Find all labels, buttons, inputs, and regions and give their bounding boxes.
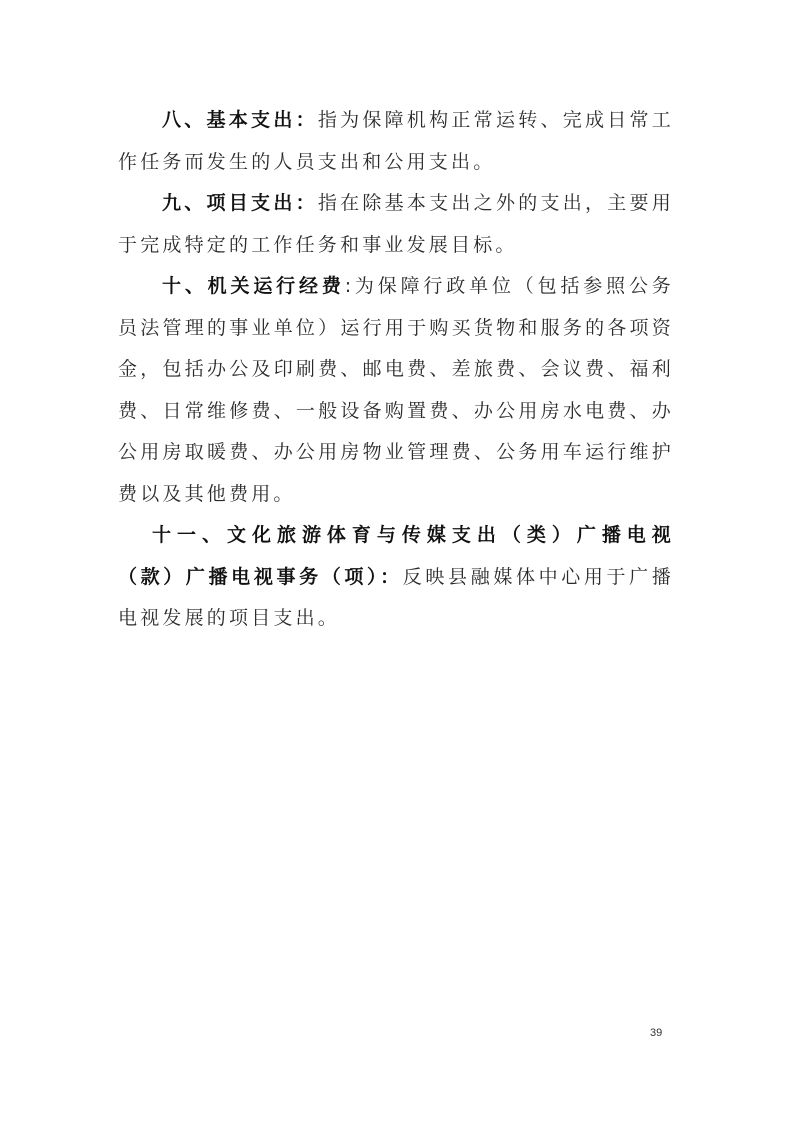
document-body <box>118 100 674 640</box>
definition-project-expenditure: 指在除基本支出之外的支出，主要用于完成特定的工作任务和事业发展目标。 <box>118 192 674 256</box>
paragraph-basic-expenditure <box>118 100 674 183</box>
definition-broadcast-affairs: 反映县融媒体中心用于广播电视发展的项目支出。 <box>118 565 674 629</box>
paragraph-broadcast-affairs <box>118 515 674 640</box>
definition-basic-expenditure: 指为保障机构正常运转、完成日常工作任务而发生的人员支出和公用支出。 <box>118 109 674 173</box>
term-basic-expenditure: 八、基本支出： <box>162 109 318 131</box>
paragraph-project-expenditure <box>118 183 674 266</box>
term-project-expenditure: 九、项目支出： <box>162 192 318 214</box>
paragraph-operating-funds <box>118 266 674 515</box>
term-broadcast-affairs: 十一、文化旅游体育与传媒支出（类）广播电视（款）广播电视事务（项）： <box>118 524 674 588</box>
page-number: 39 <box>650 1027 663 1039</box>
term-operating-funds: 十、机关运行经费 <box>162 275 345 297</box>
definition-operating-funds: :为保障行政单位（包括参照公务员法管理的事业单位）运行用于购买货物和服务的各项资金，包括办公及印刷费、邮电费、差旅费、会议费、福利费、日常维修费、一般设备购置费、办公用房水电费、办公用房取暖费、办公用房物业管理费、公务用车运行维护费以及其他费用。 <box>118 275 674 505</box>
